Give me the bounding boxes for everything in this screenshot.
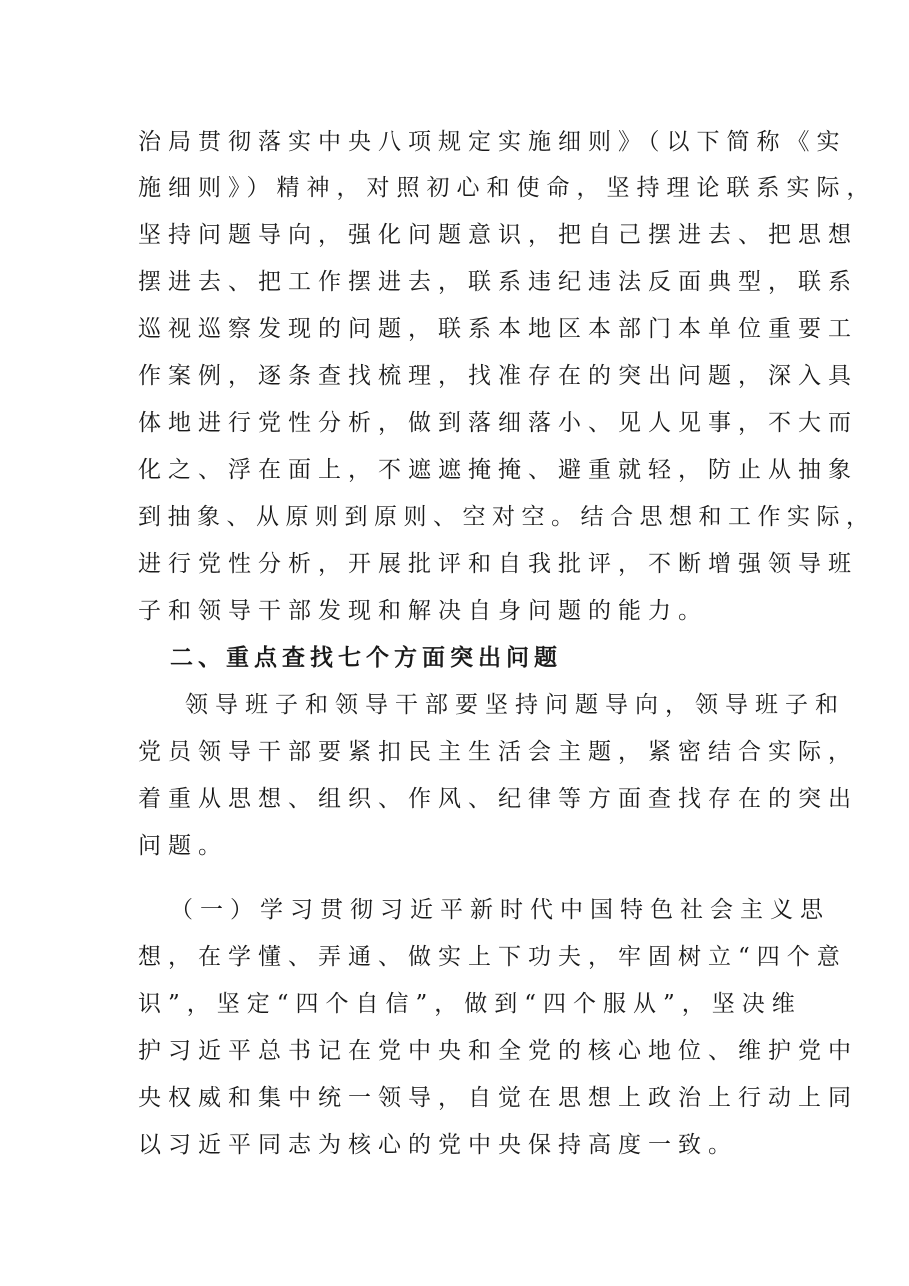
- text-line: 治局贯彻落实中央八项规定实施细则》（以下简称《实: [138, 129, 847, 155]
- text-line: 作案例，逐条查找梳理，找准存在的突出问题，深入具: [138, 363, 858, 389]
- text-line: 党员领导干部要紧扣民主生活会主题，紧密结合实际，: [138, 739, 858, 765]
- text-line: 着重从思想、组织、作风、纪律等方面查找存在的突出: [138, 786, 858, 812]
- text-line: 护习近平总书记在党中央和全党的核心地位、维护党中: [138, 1038, 858, 1064]
- text-line: 想，在学懂、弄通、做实上下功夫，牢固树立“四个意: [138, 944, 847, 970]
- text-line: 施细则》）精神，对照初心和使命，坚持理论联系实际，: [138, 175, 877, 201]
- text-line: 问题。: [138, 833, 228, 859]
- text-line: 体地进行党性分析，做到落细落小、见人见事，不大而: [138, 410, 858, 436]
- text-line: 摆进去、把工作摆进去，联系违纪违法反面典型，联系: [138, 269, 858, 295]
- text-line: 识”，坚定“四个自信”，做到“四个服从”，坚决维: [138, 991, 802, 1017]
- text-line: 领导班子和领导干部要坚持问题导向，领导班子和: [185, 692, 845, 718]
- section-heading: 二、重点查找七个方面突出问题: [170, 645, 562, 671]
- text-line: 进行党性分析，开展批评和自我批评，不断增强领导班: [138, 551, 858, 577]
- text-line: 到抽象、从原则到原则、空对空。结合思想和工作实际，: [138, 504, 876, 530]
- text-line: （一）学习贯彻习近平新时代中国特色社会主义思: [170, 897, 830, 923]
- text-line: 以习近平同志为核心的党中央保持高度一致。: [138, 1132, 738, 1158]
- text-line: 化之、浮在面上，不遮遮掩掩、避重就轻，防止从抽象: [138, 457, 858, 483]
- text-line: 子和领导干部发现和解决自身问题的能力。: [138, 598, 708, 624]
- text-line: 坚持问题导向，强化问题意识，把自己摆进去、把思想: [138, 222, 858, 248]
- text-line: 巡视巡察发现的问题，联系本地区本部门本单位重要工: [138, 316, 858, 342]
- text-line: 央权威和集中统一领导，自觉在思想上政治上行动上同: [138, 1085, 858, 1111]
